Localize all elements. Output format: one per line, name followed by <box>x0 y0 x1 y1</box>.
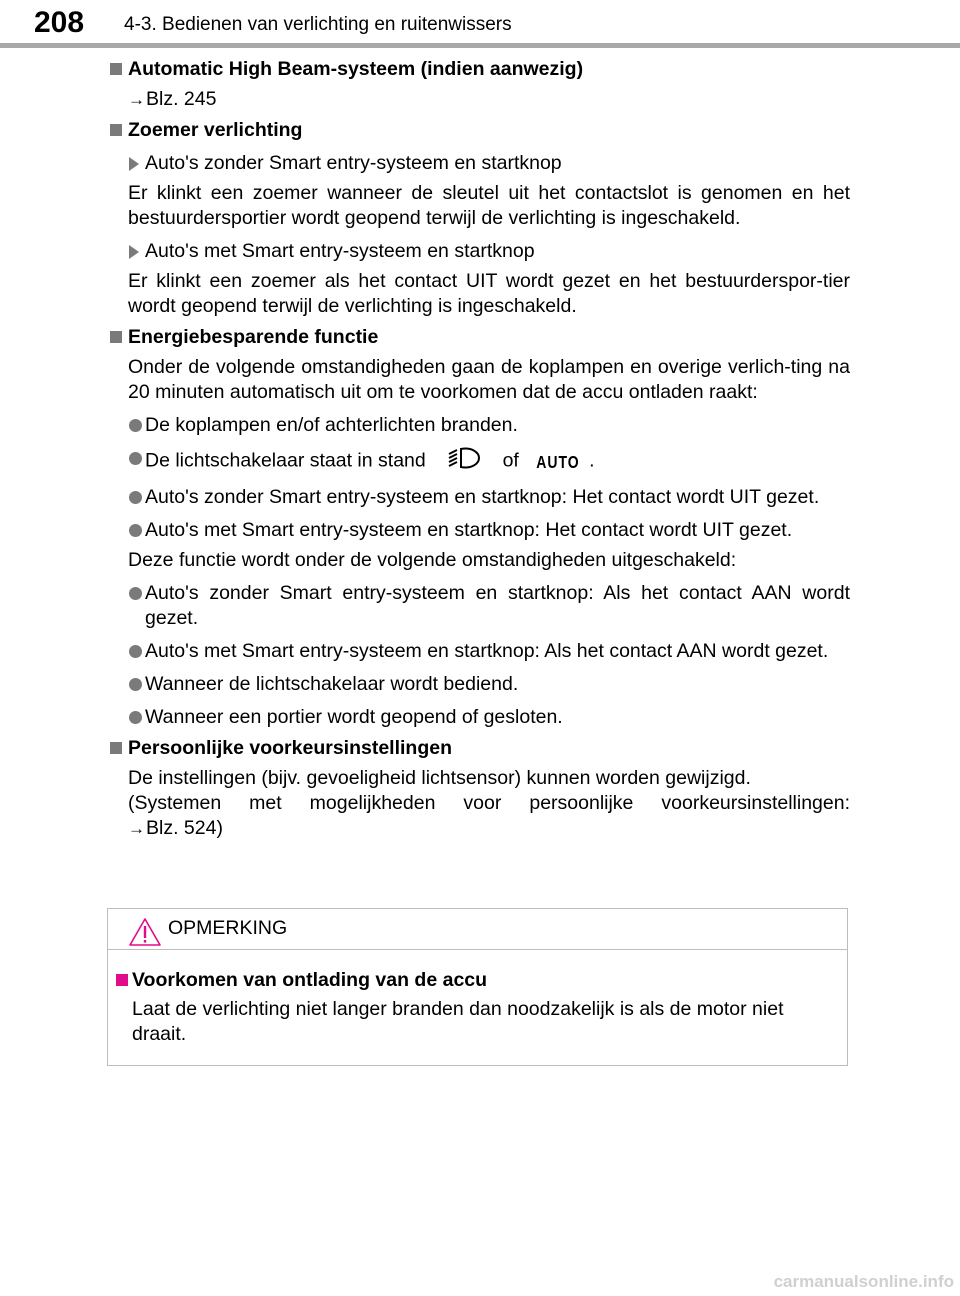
circle-bullet-icon <box>129 491 142 504</box>
section-heading-buzzer <box>108 118 850 143</box>
right-arrow-icon: → <box>128 819 145 838</box>
circle-bullet-icon <box>129 452 142 465</box>
auto-symbol: AUTO <box>536 451 580 472</box>
list-item-text: of <box>502 449 519 472</box>
page-number: 208 <box>33 6 85 39</box>
list-item-text: Wanneer de lichtschakelaar wordt bediend. <box>145 673 519 695</box>
paragraph: Deze functie wordt onder de volgende omstandigheden uitgeschakeld: <box>128 549 737 571</box>
circle-bullet-icon <box>129 678 142 691</box>
page-content <box>108 57 850 841</box>
list-item-text: Auto's met Smart entry-systeem en startknop: Als het contact AAN wordt gezet. <box>145 640 829 662</box>
heading-text: Automatic High Beam-systeem (indien aanwezig) <box>128 58 584 80</box>
circle-bullet-icon <box>129 587 142 600</box>
list-item <box>108 639 850 664</box>
paragraph: Er klinkt een zoemer als het contact UIT wordt gezet en het bestuurderspor-tier wordt geopend terwijl de verlichting is ingeschakeld. <box>128 270 850 317</box>
list-item-text: De lichtschakelaar staat in stand <box>145 449 426 472</box>
heading-text: Persoonlijke voorkeursinstellingen <box>128 737 453 759</box>
notice-heading <box>114 968 838 993</box>
paragraph-line: De instellingen (bijv. gevoeligheid lichtsensor) kunnen worden gewijzigd. <box>128 767 751 789</box>
sub-heading-text: Auto's zonder Smart entry-systeem en startknop <box>145 152 562 174</box>
page-reference <box>128 816 850 841</box>
list-item <box>108 705 850 730</box>
notice-text: Laat de verlichting niet langer branden dan noodzakelijk is als de motor niet draait. <box>132 998 784 1045</box>
section-heading-personal-settings <box>108 736 850 761</box>
heading-text: Zoemer verlichting <box>128 119 303 141</box>
heading-text: Energiebesparende functie <box>128 326 379 348</box>
chapter-title: 4-3. Bedienen van verlichting en ruitenwissers <box>124 14 512 35</box>
square-bullet-icon <box>116 974 128 986</box>
circle-bullet-icon <box>129 645 142 658</box>
paragraph-line: (Systemen met mogelijkheden voor persoonlijke voorkeursinstellingen: <box>128 792 850 814</box>
list-item-text: . <box>589 449 595 472</box>
headlight-icon <box>447 446 481 477</box>
list-item-text: De koplampen en/of achterlichten branden. <box>145 414 518 436</box>
circle-bullet-icon <box>129 419 142 432</box>
list-item <box>108 672 850 697</box>
list-item <box>108 446 850 477</box>
list-item <box>108 518 850 543</box>
circle-bullet-icon <box>129 711 142 724</box>
section-heading-high-beam <box>108 57 850 82</box>
triangle-bullet-icon <box>129 157 139 171</box>
reference-text: Blz. 245 <box>146 88 217 110</box>
list-item-text: Auto's zonder Smart entry-systeem en startknop: Als het contact AAN wordt gezet. <box>145 582 850 629</box>
list-item <box>108 485 850 510</box>
square-bullet-icon <box>110 63 122 75</box>
list-item-text: Wanneer een portier wordt geopend of gesloten. <box>145 706 563 728</box>
page-header <box>0 0 960 50</box>
heading-text: Voorkomen van ontlading van de accu <box>132 969 488 991</box>
notice-body <box>114 968 838 1047</box>
triangle-bullet-icon <box>129 245 139 259</box>
warning-triangle-icon <box>128 917 162 952</box>
paragraph: Onder de volgende omstandigheden gaan de koplampen en overige verlich-ting na 20 minuten automatisch uit om te voorkomen dat de accu ontladen raakt: <box>128 356 850 403</box>
circle-bullet-icon <box>129 524 142 537</box>
list-item-text: Auto's zonder Smart entry-systeem en startknop: Het contact wordt UIT gezet. <box>145 486 820 508</box>
paragraph: Er klinkt een zoemer wanneer de sleutel uit het contactslot is genomen en het bestuurdersportier wordt geopend terwijl de verlichting is ingeschakeld. <box>128 182 850 229</box>
footer-watermark: carmanualsonline.info <box>773 1272 954 1291</box>
list-item <box>108 413 850 438</box>
notice-title-row <box>108 909 847 950</box>
paragraph <box>108 766 850 841</box>
right-arrow-icon: → <box>128 90 145 109</box>
list-item <box>108 581 850 631</box>
sub-heading-text: Auto's met Smart entry-systeem en startknop <box>145 240 535 262</box>
section-heading-energy-saving <box>108 325 850 350</box>
page-reference <box>108 87 850 112</box>
list-item-text: Auto's met Smart entry-systeem en startknop: Het contact wordt UIT gezet. <box>145 519 793 541</box>
square-bullet-icon <box>110 331 122 343</box>
reference-text: Blz. 524) <box>146 817 223 839</box>
notice-title: OPMERKING <box>168 917 288 939</box>
header-rule <box>0 43 960 48</box>
notice-box <box>107 908 848 1066</box>
sub-heading <box>108 239 850 264</box>
square-bullet-icon <box>110 124 122 136</box>
sub-heading <box>108 151 850 176</box>
square-bullet-icon <box>110 742 122 754</box>
